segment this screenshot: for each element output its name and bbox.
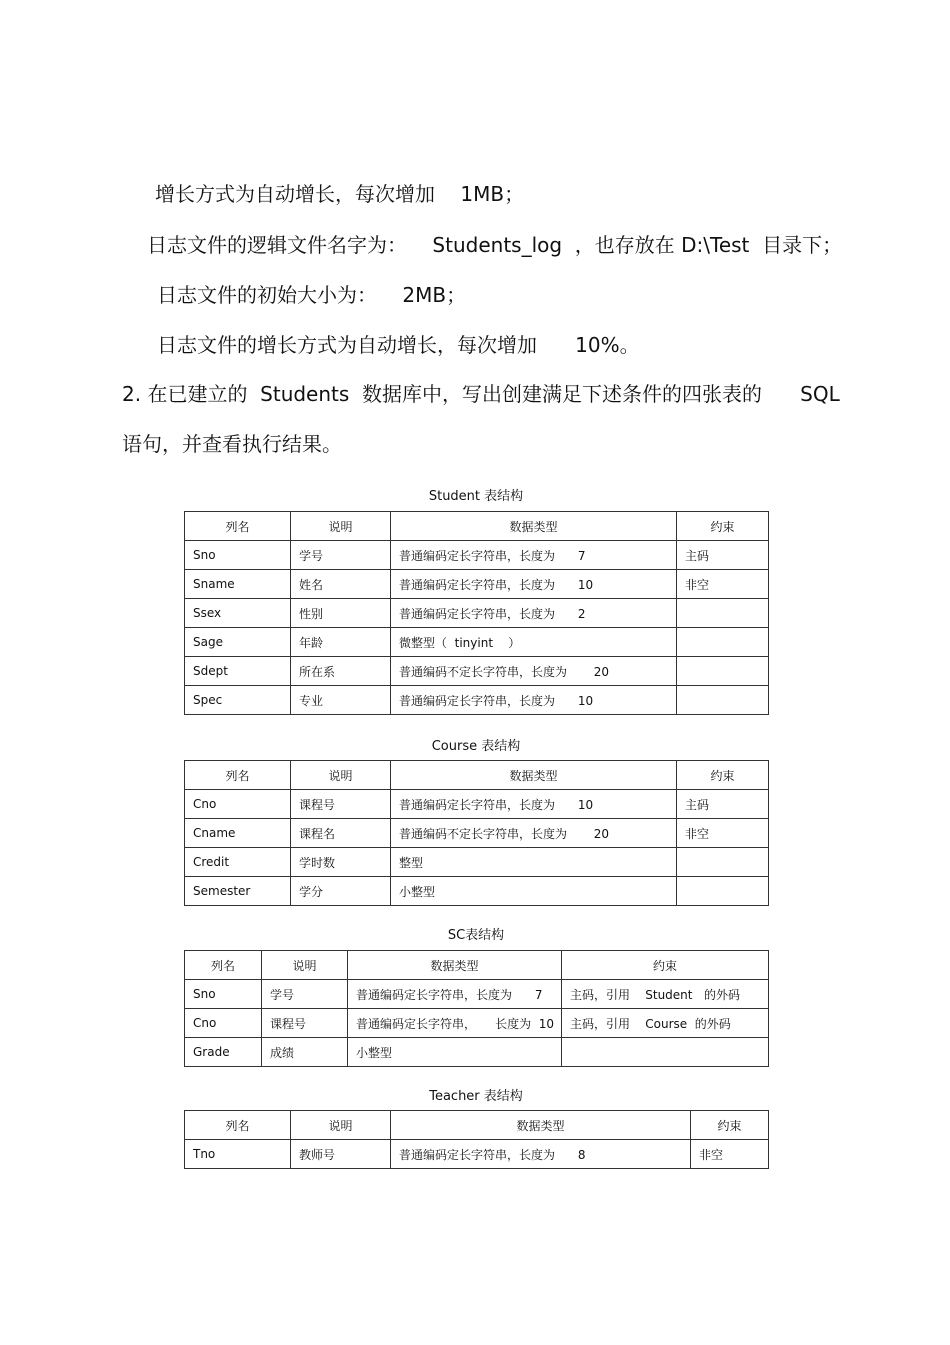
table-cell: [677, 848, 769, 877]
table-cell: 小整型: [391, 877, 677, 906]
table-cell: Cno: [185, 1009, 262, 1038]
table-cell: Spec: [185, 686, 291, 715]
teacher-table-caption: Teacher 表结构: [429, 1089, 523, 1104]
table-row: [185, 570, 769, 599]
table-cell: [562, 1038, 769, 1067]
student-table: [184, 511, 769, 715]
table-cell: 小整型: [348, 1038, 562, 1067]
column-header: 说明: [291, 512, 391, 541]
table-cell: Credit: [185, 848, 291, 877]
table-row: [185, 980, 769, 1009]
table-cell: Sno: [185, 541, 291, 570]
table-header-row: [185, 951, 769, 980]
table-row: [185, 599, 769, 628]
teacher-table: [184, 1110, 769, 1169]
table-cell: 非空: [691, 1140, 769, 1169]
column-header: 数据类型: [348, 951, 562, 980]
table-cell: 课程号: [291, 790, 391, 819]
table-cell: Sno: [185, 980, 262, 1009]
table-cell: 普通编码定长字符串，长度为 7: [391, 541, 677, 570]
table-header-row: [185, 1111, 769, 1140]
table-cell: 主码，引用 Course 的外码: [562, 1009, 769, 1038]
table-row: [185, 1009, 769, 1038]
table-cell: Ssex: [185, 599, 291, 628]
course-table: [184, 760, 769, 906]
table-row: [185, 790, 769, 819]
course-table-caption: Course 表结构: [431, 739, 521, 754]
table-cell: Sdept: [185, 657, 291, 686]
table-cell: 非空: [677, 819, 769, 848]
table-cell: 整型: [391, 848, 677, 877]
table-cell: 学号: [262, 980, 348, 1009]
table-cell: 课程名: [291, 819, 391, 848]
table-cell: 非空: [677, 570, 769, 599]
column-header: 约束: [677, 761, 769, 790]
table-cell: 普通编码定长字符串， 长度为 10: [348, 1009, 562, 1038]
table-cell: 专业: [291, 686, 391, 715]
table-cell: Semester: [185, 877, 291, 906]
table-row: [185, 1038, 769, 1067]
table-cell: Sname: [185, 570, 291, 599]
paragraph-log-logical-name: 日志文件的逻辑文件名字为： Students_log ，也存放在 D:\Test 目录下；: [147, 233, 843, 257]
column-header: 列名: [185, 1111, 291, 1140]
column-header: 约束: [691, 1111, 769, 1140]
table-cell: Cname: [185, 819, 291, 848]
column-header: 列名: [185, 951, 262, 980]
table-cell: 普通编码定长字符串，长度为 10: [391, 790, 677, 819]
column-header: 数据类型: [391, 1111, 691, 1140]
column-header: 说明: [291, 761, 391, 790]
table-row: [185, 628, 769, 657]
paragraph-data-growth: 增长方式为自动增长，每次增加 1MB；: [155, 182, 525, 206]
table-cell: [677, 877, 769, 906]
table-cell: 成绩: [262, 1038, 348, 1067]
table-cell: 年龄: [291, 628, 391, 657]
table-row: [185, 657, 769, 686]
table-cell: 主码: [677, 790, 769, 819]
table-cell: Sage: [185, 628, 291, 657]
table-row: [185, 686, 769, 715]
table-cell: Tno: [185, 1140, 291, 1169]
table-row: [185, 541, 769, 570]
paragraph-task-2-cont: 语句，并查看执行结果。: [122, 432, 342, 456]
paragraph-task-2: 2. 在已建立的 Students 数据库中，写出创建满足下述条件的四张表的 SQL: [122, 382, 840, 406]
table-cell: 所在系: [291, 657, 391, 686]
table-header-row: [185, 512, 769, 541]
table-cell: 普通编码定长字符串，长度为 2: [391, 599, 677, 628]
column-header: 说明: [262, 951, 348, 980]
column-header: 约束: [562, 951, 769, 980]
column-header: 数据类型: [391, 512, 677, 541]
table-cell: 姓名: [291, 570, 391, 599]
table-cell: 普通编码定长字符串，长度为 10: [391, 686, 677, 715]
table-cell: 主码，引用 Student 的外码: [562, 980, 769, 1009]
column-header: 列名: [185, 761, 291, 790]
table-cell: 课程号: [262, 1009, 348, 1038]
table-cell: 普通编码定长字符串，长度为 10: [391, 570, 677, 599]
table-cell: [677, 657, 769, 686]
table-cell: [677, 686, 769, 715]
column-header: 约束: [677, 512, 769, 541]
table-cell: 普通编码定长字符串，长度为 8: [391, 1140, 691, 1169]
column-header: 数据类型: [391, 761, 677, 790]
table-row: [185, 848, 769, 877]
table-cell: 微整型（ tinyint ）: [391, 628, 677, 657]
table-cell: 普通编码不定长字符串，长度为 20: [391, 819, 677, 848]
table-cell: 教师号: [291, 1140, 391, 1169]
table-cell: Cno: [185, 790, 291, 819]
table-cell: 学分: [291, 877, 391, 906]
sc-table: [184, 950, 769, 1067]
table-cell: [677, 628, 769, 657]
table-cell: 普通编码定长字符串，长度为 7: [348, 980, 562, 1009]
table-cell: 性别: [291, 599, 391, 628]
table-row: [185, 819, 769, 848]
paragraph-log-initial-size: 日志文件的初始大小为： 2MB；: [157, 283, 467, 307]
table-cell: 学时数: [291, 848, 391, 877]
student-table-caption: Student 表结构: [428, 489, 524, 504]
table-cell: 普通编码不定长字符串，长度为 20: [391, 657, 677, 686]
table-row: [185, 877, 769, 906]
table-cell: 学号: [291, 541, 391, 570]
table-cell: [677, 599, 769, 628]
table-header-row: [185, 761, 769, 790]
column-header: 说明: [291, 1111, 391, 1140]
table-row: [185, 1140, 769, 1169]
table-cell: Grade: [185, 1038, 262, 1067]
paragraph-log-growth: 日志文件的增长方式为自动增长，每次增加 10%。: [157, 333, 640, 357]
table-cell: 主码: [677, 541, 769, 570]
sc-table-caption: SC表结构: [447, 928, 505, 943]
column-header: 列名: [185, 512, 291, 541]
